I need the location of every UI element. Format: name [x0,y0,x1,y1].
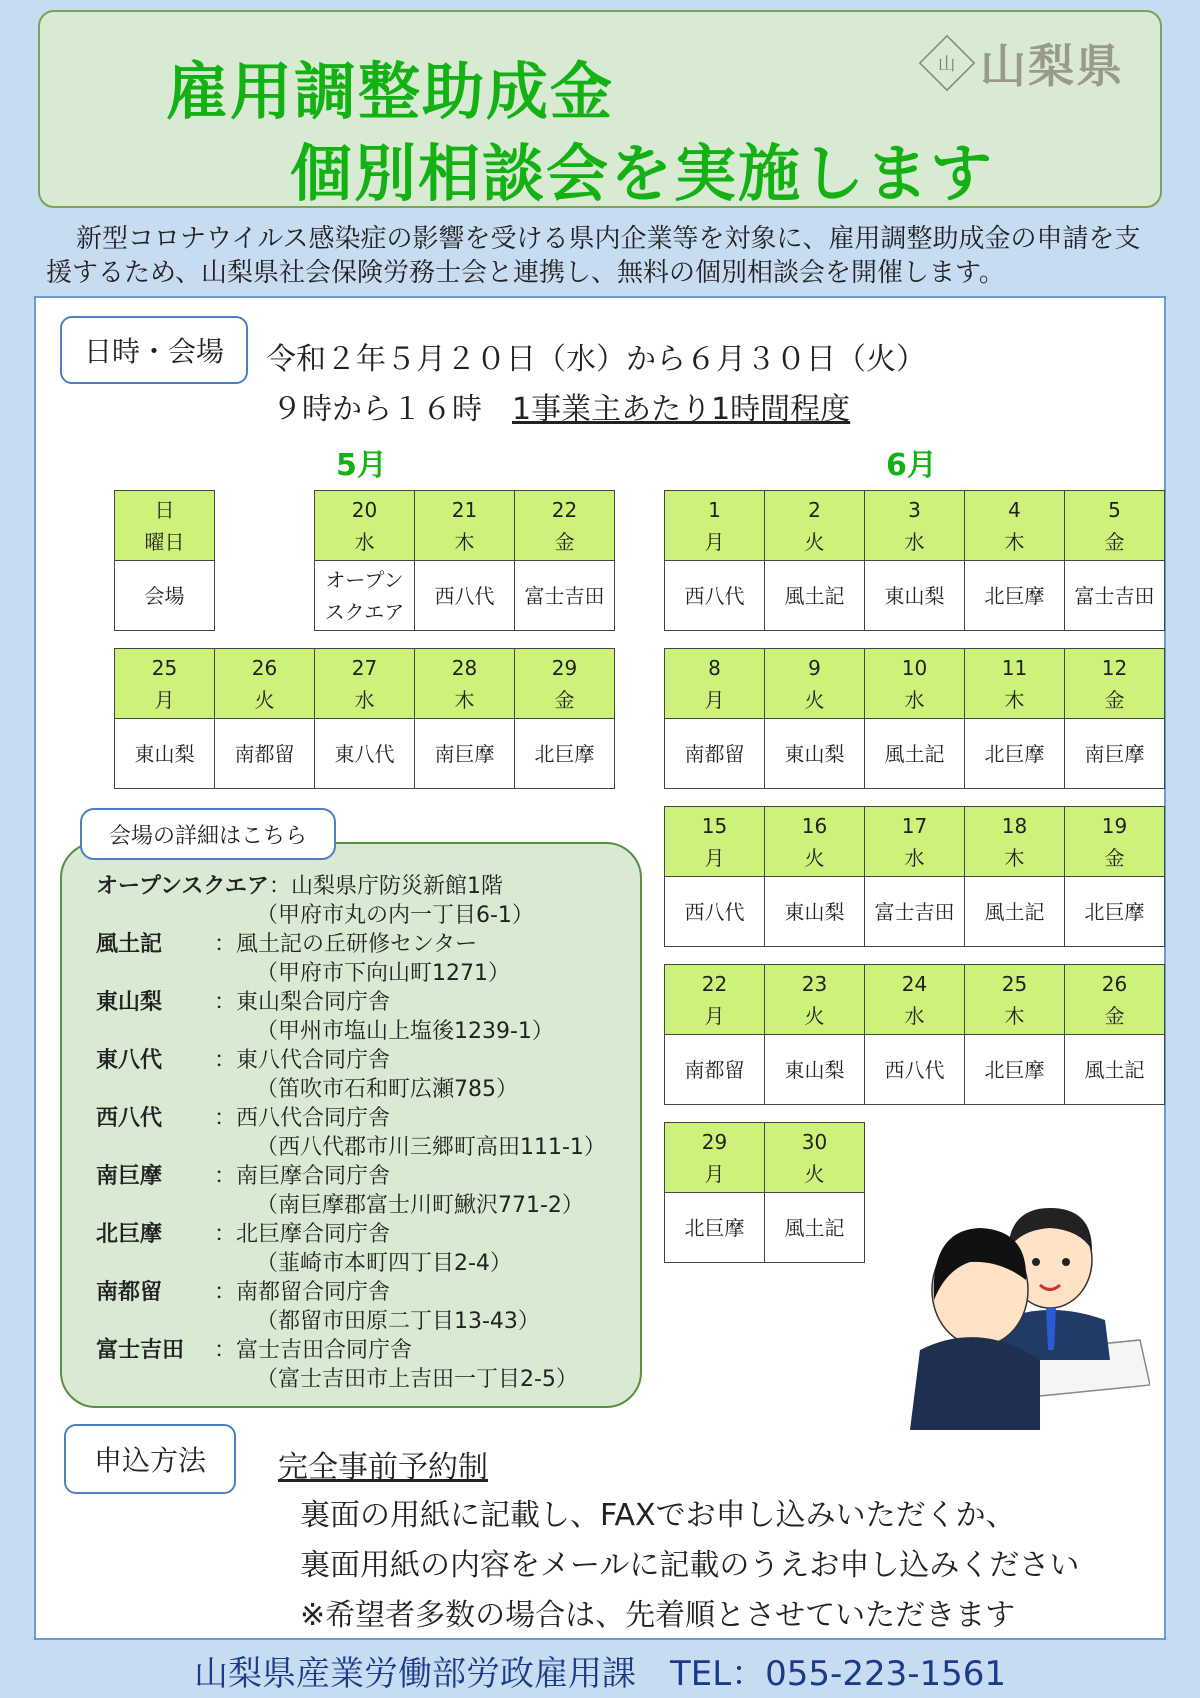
venue-name: 南都留 [96,1280,163,1305]
venue-cell: 西八代 [865,1035,965,1105]
venue-place: 北巨摩合同庁舎 [236,1222,391,1247]
application-line-2: 裏面用紙の内容をメールに記載のうえお申し込みください [300,1548,1080,1583]
venue-name: 富士吉田 [96,1338,185,1363]
schedule-hours-line [272,384,850,428]
day-header: 10 水 [865,649,965,719]
may-calendar-week-1 [114,490,615,631]
venue-cell: 南都留 [665,1035,765,1105]
title-line-1: 雇用調整助成金 [166,55,615,128]
venue-separator: ： [214,1106,237,1131]
venue-item [96,1162,606,1191]
venue-cell: 北巨摩 [1065,877,1165,947]
intro-text: 新型コロナウイルス感染症の影響を受ける県内企業等を対象に、雇用調整助成金の申請を支援するため、山梨県社会保険労務士会と連携し、無料の個別相談会を開催します。 [46,224,1141,288]
venue-address: （韮崎市本町四丁目2-4） [256,1251,512,1276]
venue-cell: 富士吉田 [1065,561,1165,631]
venue-list [96,872,606,1394]
venue-place: 風土記の丘研修センター [236,932,478,957]
day-header: 22 月 [665,965,765,1035]
venue-item [96,1220,606,1249]
venue-address: （南巨摩郡富士川町鰍沢771-2） [256,1193,584,1218]
day-header: 5 金 [1065,491,1165,561]
schedule-label: 日時・会場 [60,316,248,384]
venue-address: （甲府市丸の内一丁目6-1） [256,903,534,928]
schedule-hours: ９時から１６時 [272,392,512,427]
application-note: ※希望者多数の場合は、先着順とさせていただきます [300,1598,1016,1633]
venue-address: （西八代郡市川三郷町高田111-1） [256,1135,606,1160]
venue-cell: 北巨摩 [665,1193,765,1263]
venue-details-tab[interactable]: 会場の詳細はこちら [80,808,336,860]
venue-cell: 風土記 [765,561,865,631]
schedule-per-business: 1事業主あたり1時間程度 [512,392,851,427]
title-line-2: 個別相談会を実施します [290,137,995,210]
may-calendar-week-2 [114,648,615,789]
day-header: 25 月 [115,649,215,719]
day-header: 3 水 [865,491,965,561]
venue-cell: 風土記 [1065,1035,1165,1105]
day-header: 23 火 [765,965,865,1035]
venue-place: 南巨摩合同庁舎 [236,1164,391,1189]
venue-separator: ： [214,1222,237,1247]
venue-name: オープンスクエア [96,874,269,899]
venue-item [96,1046,606,1075]
venue-cell: 東山梨 [865,561,965,631]
venue-item [96,872,606,901]
venue-place: 南都留合同庁舎 [236,1280,391,1305]
venue-address: （笛吹市石和町広瀬785） [256,1077,518,1102]
day-header: 25 木 [965,965,1065,1035]
venue-cell: 西八代 [665,877,765,947]
venue-place: 東八代合同庁舎 [236,1048,391,1073]
venue-name: 東八代 [96,1048,163,1073]
application-method: 完全事前予約制 [278,1450,488,1485]
june-calendar-week-2 [664,648,1165,789]
venue-name: 南巨摩 [96,1164,163,1189]
june-calendar-week-4 [664,964,1165,1105]
venue-name: 北巨摩 [96,1222,163,1247]
day-header: 11 木 [965,649,1065,719]
venue-cell: 北巨摩 [965,561,1065,631]
day-header: 29 金 [515,649,615,719]
day-header: 20 水 [315,491,415,561]
venue-separator: ： [214,1164,237,1189]
venue-address: （都留市田原二丁目13-43） [256,1309,540,1334]
venue-cell: 西八代 [665,561,765,631]
schedule-dates: 令和２年５月２０日（水）から６月３０日（火） [266,342,926,377]
venue-name: 風土記 [96,932,163,957]
day-header: 19 金 [1065,807,1165,877]
footer-contact: 山梨県産業労働部労政雇用課 TEL：055-223-1561 [193,1654,1007,1694]
day-header: 29 月 [665,1123,765,1193]
venue-cell: 南巨摩 [415,719,515,789]
venue-separator: ： [214,1280,237,1305]
venue-cell: 西八代 [415,561,515,631]
june-calendar-week-5 [664,1122,865,1263]
day-header: 21 木 [415,491,515,561]
venue-cell: 北巨摩 [965,1035,1065,1105]
day-header: 9 火 [765,649,865,719]
legend-header: 日 曜日 [115,491,215,561]
venue-place: 山梨県庁防災新館1階 [290,874,503,899]
venue-name: 西八代 [96,1106,163,1131]
legend-venue: 会場 [115,561,215,631]
day-header: 8 月 [665,649,765,719]
venue-separator: ： [214,932,237,957]
june-calendar-week-1 [664,490,1165,631]
venue-cell: オープン スクエア [315,561,415,631]
day-header: 17 水 [865,807,965,877]
day-header: 28 木 [415,649,515,719]
day-header: 15 月 [665,807,765,877]
june-label: 6月 [886,448,937,483]
venue-cell: 東山梨 [765,719,865,789]
application-label: 申込方法 [64,1424,236,1494]
venue-cell: 北巨摩 [515,719,615,789]
venue-cell: 富士吉田 [865,877,965,947]
venue-cell: 南都留 [215,719,315,789]
venue-item [96,930,606,959]
venue-cell: 北巨摩 [965,719,1065,789]
venue-item [96,1104,606,1133]
venue-cell: 東八代 [315,719,415,789]
may-label: 5月 [336,448,387,483]
venue-cell: 東山梨 [765,877,865,947]
day-header: 24 水 [865,965,965,1035]
venue-separator: ： [214,1048,237,1073]
venue-cell: 南都留 [665,719,765,789]
venue-address: （甲州市塩山上塩後1239-1） [256,1019,554,1044]
venue-place: 東山梨合同庁舎 [236,990,391,1015]
day-header: 16 火 [765,807,865,877]
logo-text: 山梨県 [980,39,1124,93]
venue-address: （甲府市下向山町1271） [256,961,510,986]
venue-item [96,1336,606,1365]
venue-cell: 風土記 [865,719,965,789]
day-header: 27 水 [315,649,415,719]
venue-separator: ： [214,990,237,1015]
day-header: 26 火 [215,649,315,719]
venue-item [96,988,606,1017]
day-header: 26 金 [1065,965,1165,1035]
day-header: 30 火 [765,1123,865,1193]
consultation-illustration [900,1190,1150,1430]
venue-cell: 風土記 [965,877,1065,947]
prefecture-emblem-icon: 山 [919,35,976,92]
day-header: 12 金 [1065,649,1165,719]
june-calendar-week-3 [664,806,1165,947]
venue-separator: ： [214,1338,237,1363]
application-line-1: 裏面の用紙に記載し、FAXでお申し込みいただくか、 [300,1498,1016,1533]
venue-cell: 風土記 [765,1193,865,1263]
venue-place: 西八代合同庁舎 [236,1106,391,1131]
venue-cell: 南巨摩 [1065,719,1165,789]
day-header: 1 月 [665,491,765,561]
venue-cell: 東山梨 [115,719,215,789]
day-header: 18 木 [965,807,1065,877]
venue-address: （富士吉田市上吉田一丁目2-5） [256,1367,578,1392]
venue-cell: 東山梨 [765,1035,865,1105]
day-header: 22 金 [515,491,615,561]
venue-separator: ： [268,874,291,899]
venue-name: 東山梨 [96,990,163,1015]
venue-item [96,1278,606,1307]
title-banner [38,10,1162,208]
day-header: 4 木 [965,491,1065,561]
venue-cell: 富士吉田 [515,561,615,631]
venue-place: 富士吉田合同庁舎 [236,1338,413,1363]
day-header: 2 火 [765,491,865,561]
prefecture-logo [922,30,1124,96]
